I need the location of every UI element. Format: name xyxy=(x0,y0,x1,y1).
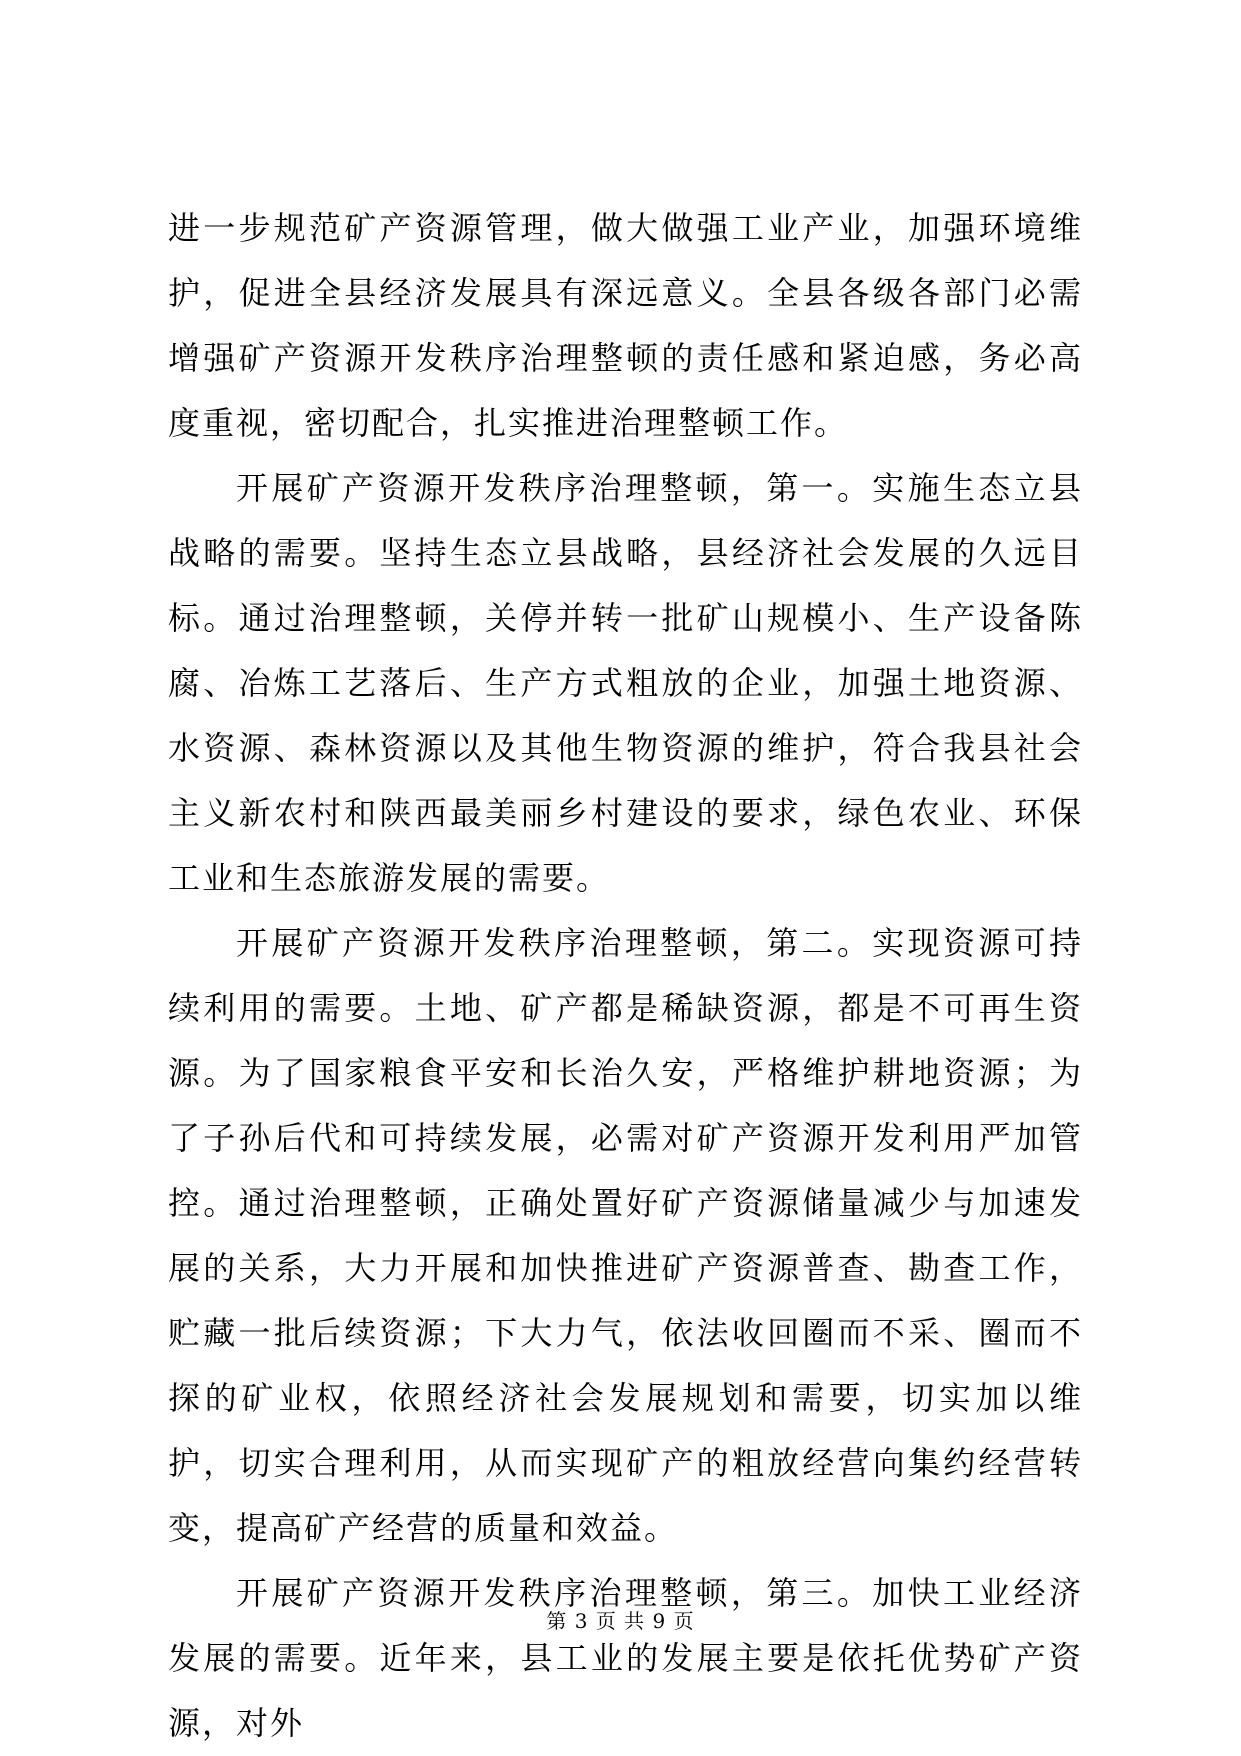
paragraph-3: 开展矿产资源开发秩序治理整顿，第二。实现资源可持续利用的需要。土地、矿产都是稀缺资源，都是不可再生资源。为了国家粮食平安和长治久安，严格维护耕地资源；为了子孙后代和可持续发展，必需对矿产资源开发利用严加管控。通过治理整顿，正确处置好矿产资源储量减少与加速发展的关系，大力开展和加快推进矿产资源普查、勘查工作，贮藏一批后续资源；下大力气，依法收回圈而不采、圈而不探的矿业权，依照经济社会发展规划和需要，切实加以维护，切实合理利用，从而实现矿产的粗放经营向集约经营转变，提高矿产经营的质量和效益。 xyxy=(168,924,1083,1547)
document-body xyxy=(168,196,1083,1756)
paragraph-1: 进一步规范矿产资源管理，做大做强工业产业，加强环境维护，促进全县经济发展具有深远意义。全县各级各部门必需增强矿产资源开发秩序治理整顿的责任感和紧迫感，务必高度重视，密切配合，扎实推进治理整顿工作。 xyxy=(168,209,1083,442)
paragraph-4: 开展矿产资源开发秩序治理整顿，第三。加快工业经济发展的需要。近年来，县工业的发展主要是依托优势矿产资源，对外 xyxy=(168,1574,1083,1742)
page-number-footer: 第 3 页 共 9 页 xyxy=(546,1609,695,1633)
paragraph-2: 开展矿产资源开发秩序治理整顿，第一。实施生态立县战略的需要。坚持生态立县战略，县经济社会发展的久远目标。通过治理整顿，关停并转一批矿山规模小、生产设备陈腐、冶炼工艺落后、生产方式粗放的企业，加强土地资源、水资源、森林资源以及其他生物资源的维护，符合我县社会主义新农村和陕西最美丽乡村建设的要求，绿色农业、环保工业和生态旅游发展的需要。 xyxy=(168,469,1083,897)
